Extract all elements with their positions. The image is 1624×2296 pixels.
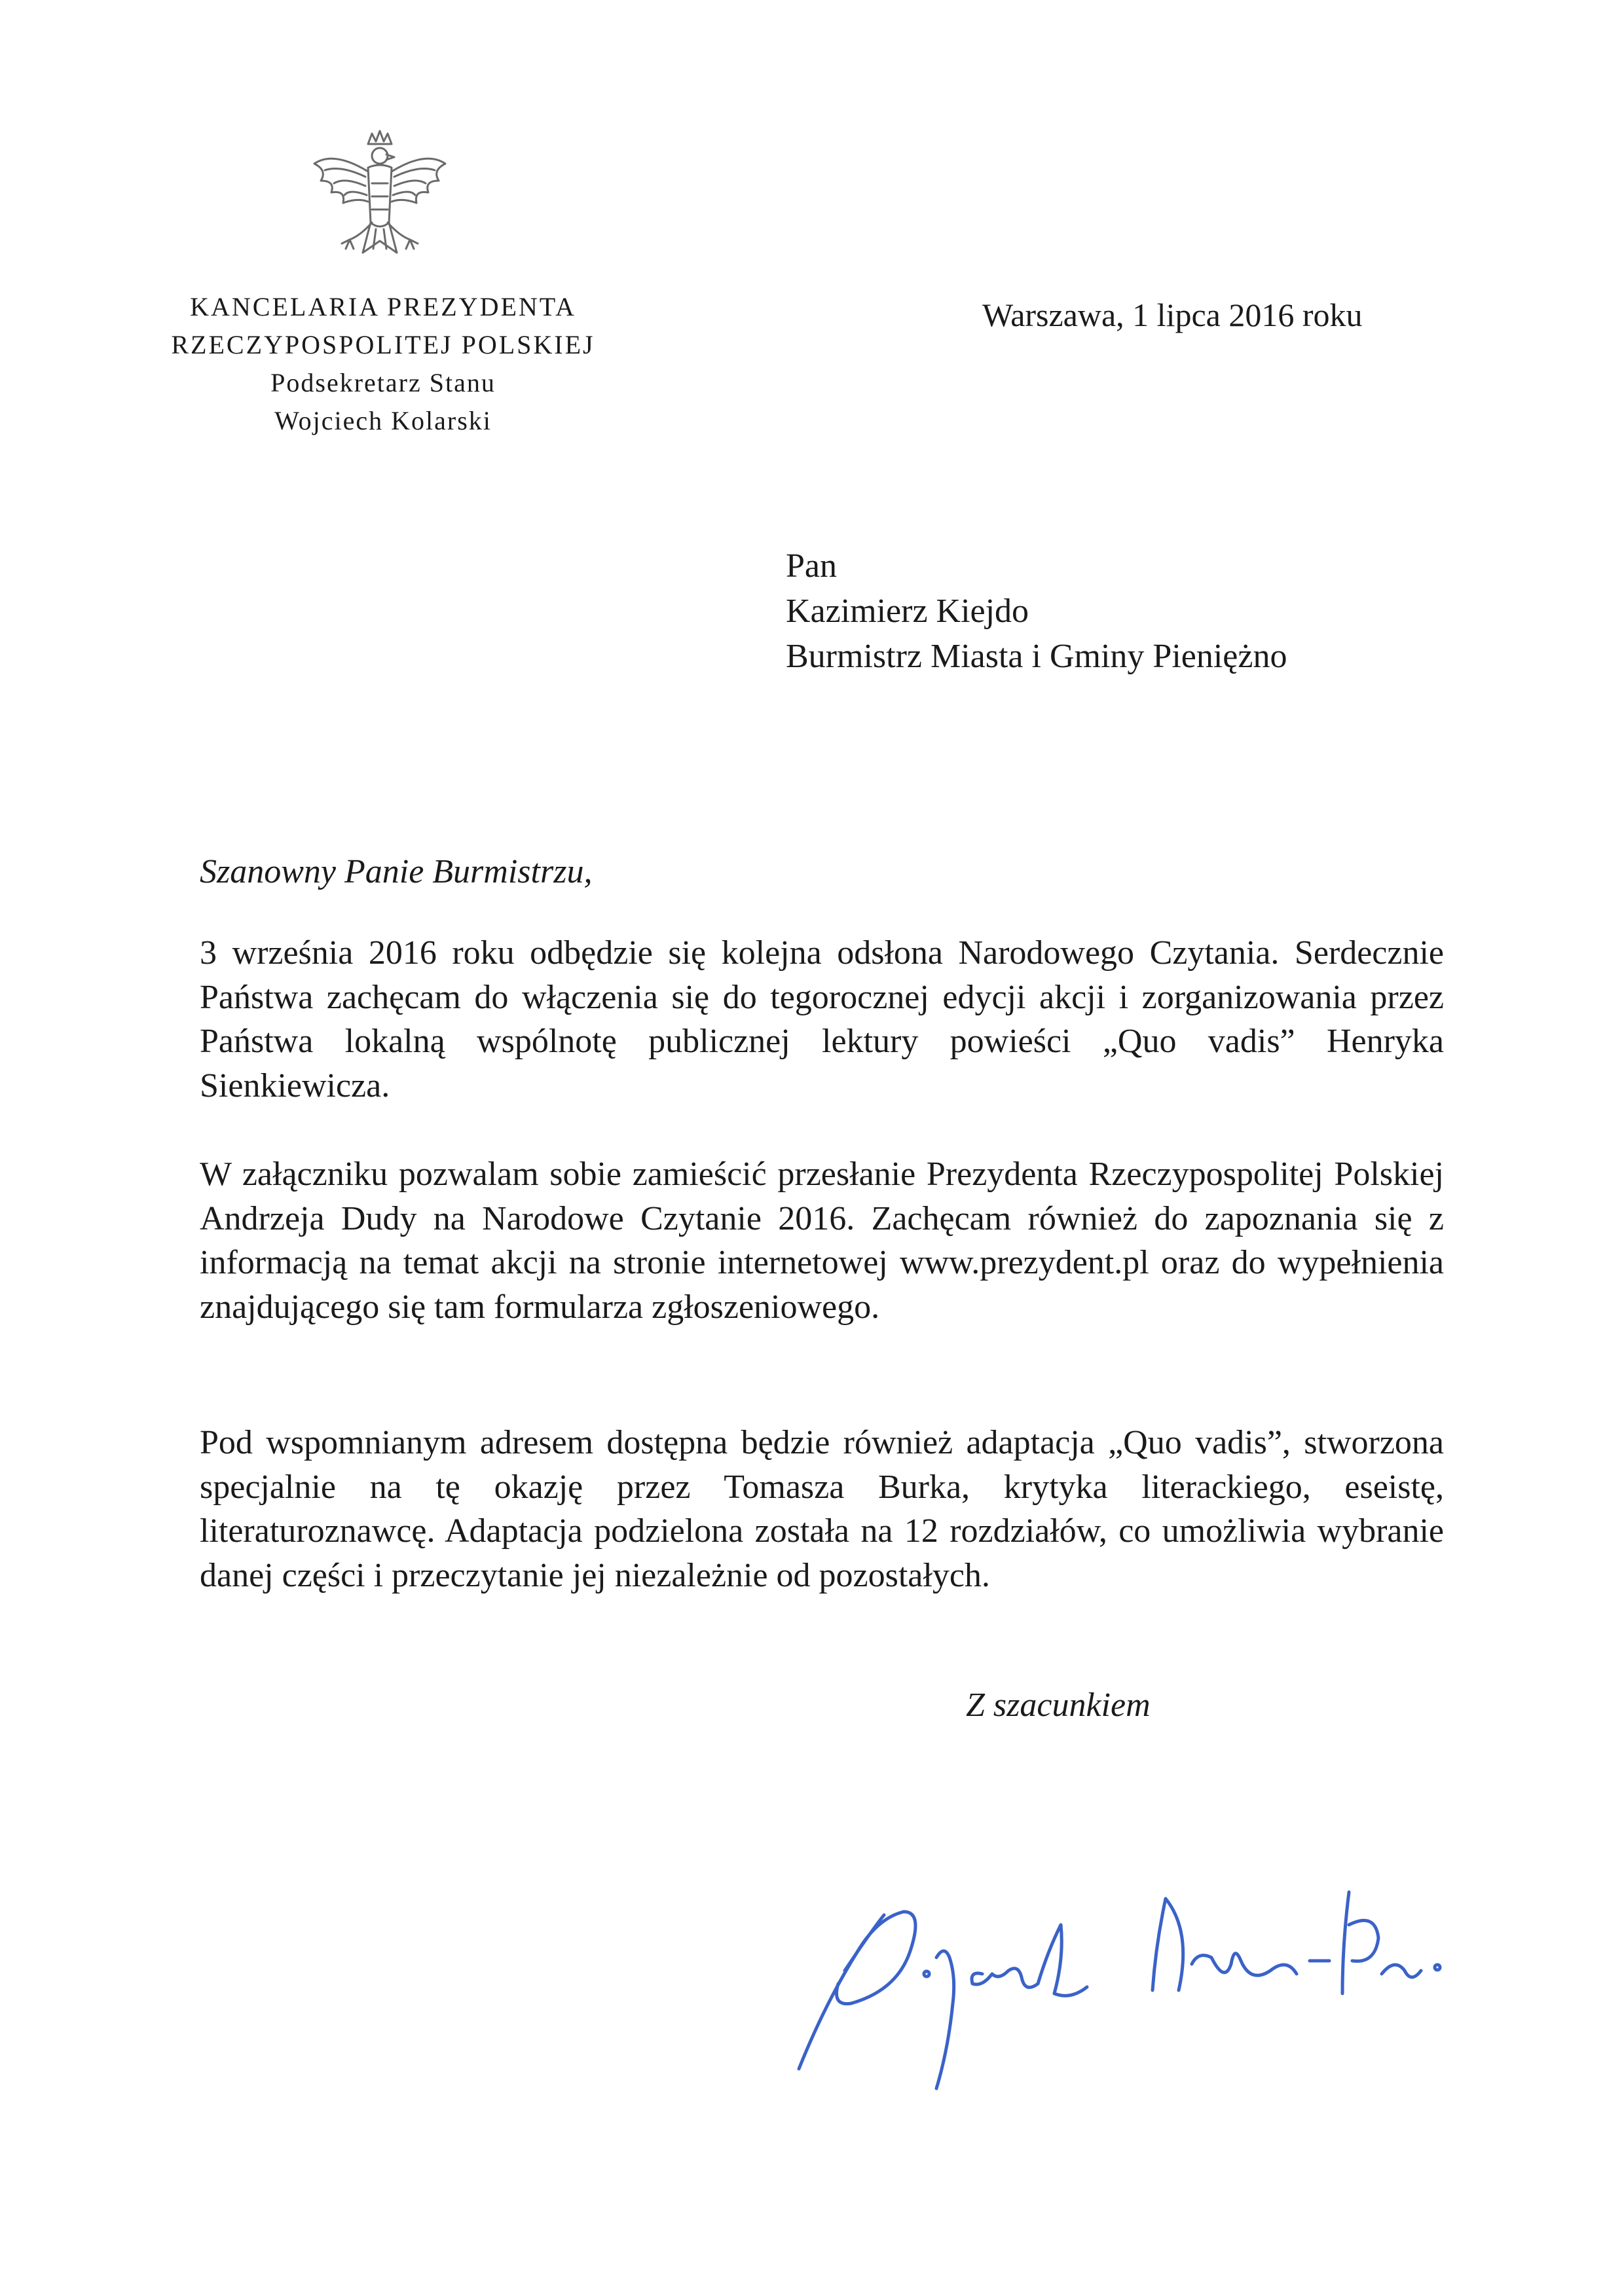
- handwritten-signature: [773, 1853, 1572, 2102]
- office-name-line1: KANCELARIA PREZYDENTA: [190, 292, 576, 321]
- letter-date: Warszawa, 1 lipca 2016 roku: [982, 297, 1363, 333]
- body-paragraph-2: W załączniku pozwalam sobie zamieścić przesłanie Prezydenta Rzeczypospolitej Polskiej Andrzeja Dudy na Narodowe Czytanie 2016. Zachęcam również do zapoznania się z informacją na temat akcji na stronie internetowej www.prezydent.pl oraz do wypełnienia znajdującego się tam formularza zgłoszeniowego.: [200, 1156, 1444, 1326]
- closing-phrase: Z szacunkiem: [966, 1686, 1151, 1724]
- eagle-emblem-icon: [308, 124, 452, 288]
- office-name-line2: RZECZYPOSPOLITEJ POLSKIEJ: [171, 330, 595, 359]
- salutation: Szanowny Panie Burmistrzu,: [200, 853, 593, 890]
- recipient-position: Burmistrz Miasta i Gminy Pieniężno: [786, 638, 1287, 676]
- body-paragraph-1: 3 września 2016 roku odbędzie się kolejna odsłona Narodowego Czytania. Serdecznie Państwa zachęcam do włączenia się do tegorocznej edycji akcji i zorganizowania przez Państwa lokalną wspólnotę publicznej lektury powieści „Quo vadis” Henryka Sienkiewicza.: [200, 934, 1444, 1104]
- body-paragraph-3: Pod wspomnianym adresem dostępna będzie również adaptacja „Quo vadis”, stworzona specjalnie na tę okazję przez Tomasza Burka, krytyka literackiego, eseistę, literaturoznawcę. Adaptacja podzielona została na 12 rozdziałów, co umożliwia wybranie danej części i przeczytanie jej niezależnie od pozostałych.: [200, 1424, 1444, 1594]
- sender-role: Podsekretarz Stanu: [270, 368, 496, 397]
- sender-name: Wojciech Kolarski: [274, 406, 492, 435]
- recipient-block: [786, 543, 1287, 679]
- recipient-title: Pan: [786, 547, 837, 585]
- recipient-name: Kazimierz Kiejdo: [786, 592, 1029, 630]
- sender-block: [141, 288, 625, 440]
